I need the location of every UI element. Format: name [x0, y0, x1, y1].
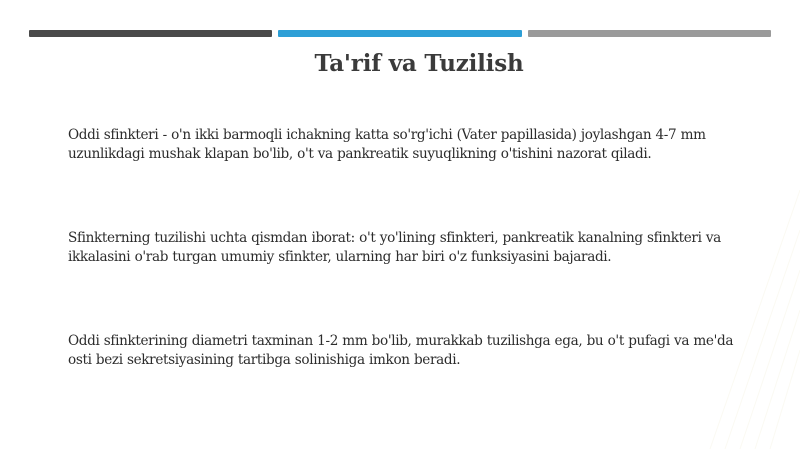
paragraph-diameter: Oddi sfinkterining diametri taxminan 1-2 mm bo'lib, murakkab tuzilishga ega, bu o't pufagi va me'da osti bezi sekretsiyasining tartibga solinishiga imkon beradi.: [68, 333, 734, 368]
header-bar-left: [29, 30, 272, 37]
header-bar-right: [528, 30, 771, 37]
header-bar-middle: [278, 30, 522, 37]
paragraph-definition: Oddi sfinkteri - o'n ikki barmoqli ichakning katta so'rg'ichi (Vater papillasida) joylashgan 4-7 mm uzunlikdagi mushak klapan bo'lib, o't va pankreatik suyuqlikning o'tishini nazorat qiladi.: [68, 127, 706, 162]
paragraph-structure: Sfinkterning tuzilishi uchta qismdan iborat: o't yo'lining sfinkteri, pankreatik kanalning sfinkteri va ikkalasini o'rab turgan umumiy sfinkter, ularning har biri o'z funksiyasini bajaradi.: [68, 230, 721, 265]
slide-title: Ta'rif va Tuzilish: [314, 50, 524, 77]
